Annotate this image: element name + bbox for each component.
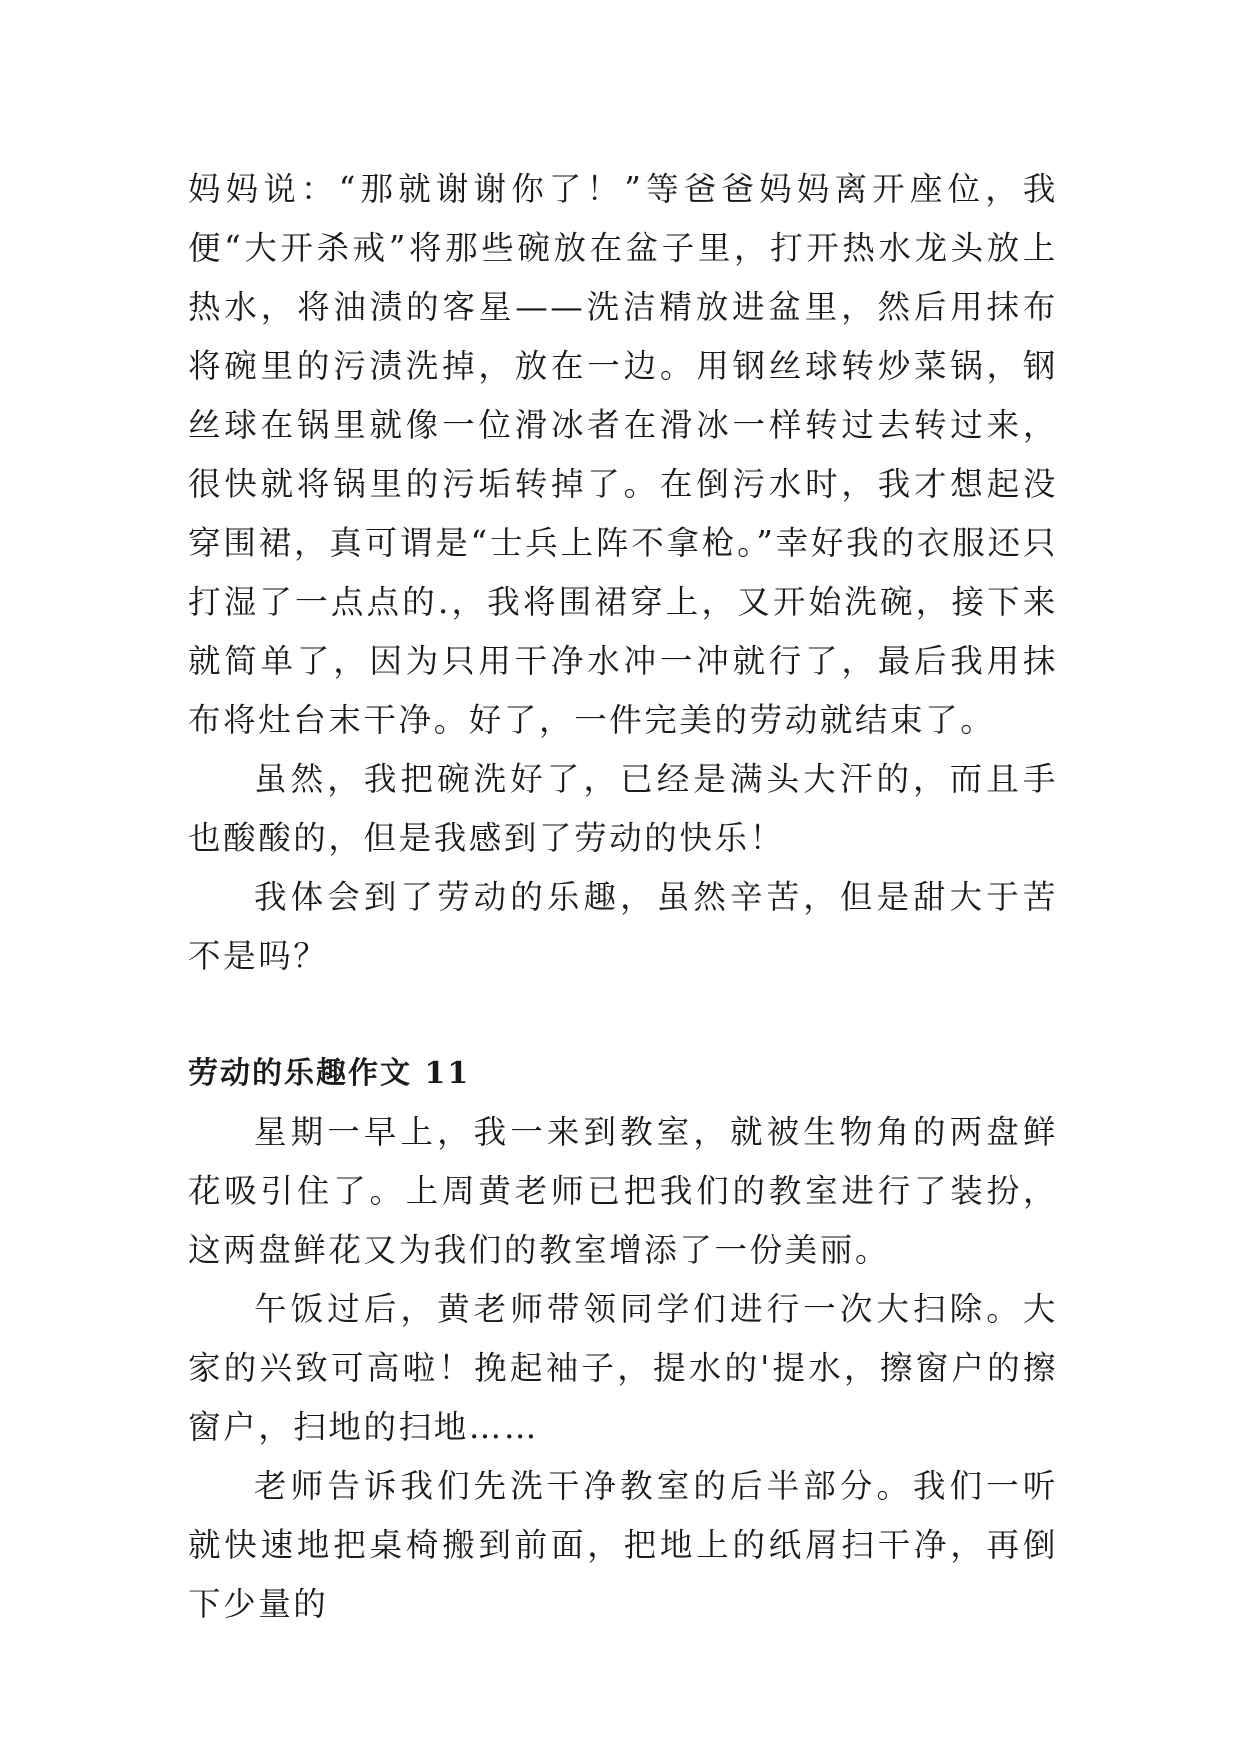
paragraph-cleanup: 午饭过后，黄老师带领同学们进行一次大扫除。大家的兴致可高啦！挽起袖子，提水的'提水，擦窗户的擦窗户，扫地的扫地…… (188, 1290, 1058, 1446)
paragraph-joy-of-labor: 我体会到了劳动的乐趣，虽然辛苦，但是甜大于苦不是吗？ (188, 878, 1058, 975)
section-title: 劳动的乐趣作文 11 (188, 1056, 471, 1091)
document-body (188, 160, 1058, 1634)
paragraph-tired-but-happy: 虽然，我把碗洗好了，已经是满头大汗的，而且手也酸酸的，但是我感到了劳动的快乐！ (188, 760, 1058, 857)
paragraph-dishwashing: 妈妈说：“那就谢谢你了！”等爸爸妈妈离开座位，我便“大开杀戒”将那些碗放在盆子里，打开热水龙头放上热水，将油渍的客星——洗洁精放进盆里，然后用抹布将碗里的污渍洗掉，放在一边。用钢丝球转炒菜锅，钢丝球在锅里就像一位滑冰者在滑冰一样转过去转过来，很快就将锅里的污垢转掉了。在倒污水时，我才想起没穿围裙，真可谓是“士兵上阵不拿枪。”幸好我的衣服还只打湿了一点点的.，我将围裙穿上，又开始洗碗，接下来就简单了，因为只用干净水冲一冲就行了，最后我用抹布将灶台末干净。好了，一件完美的劳动就结束了。 (188, 170, 1058, 739)
paragraph-teacher-instructions: 老师告诉我们先洗干净教室的后半部分。我们一听就快速地把桌椅搬到前面，把地上的纸屑扫干净，再倒下少量的 (188, 1467, 1058, 1623)
paragraph-monday-flowers: 星期一早上，我一来到教室，就被生物角的两盘鲜花吸引住了。上周黄老师已把我们的教室进行了装扮，这两盘鲜花又为我们的教室增添了一份美丽。 (188, 1113, 1058, 1269)
